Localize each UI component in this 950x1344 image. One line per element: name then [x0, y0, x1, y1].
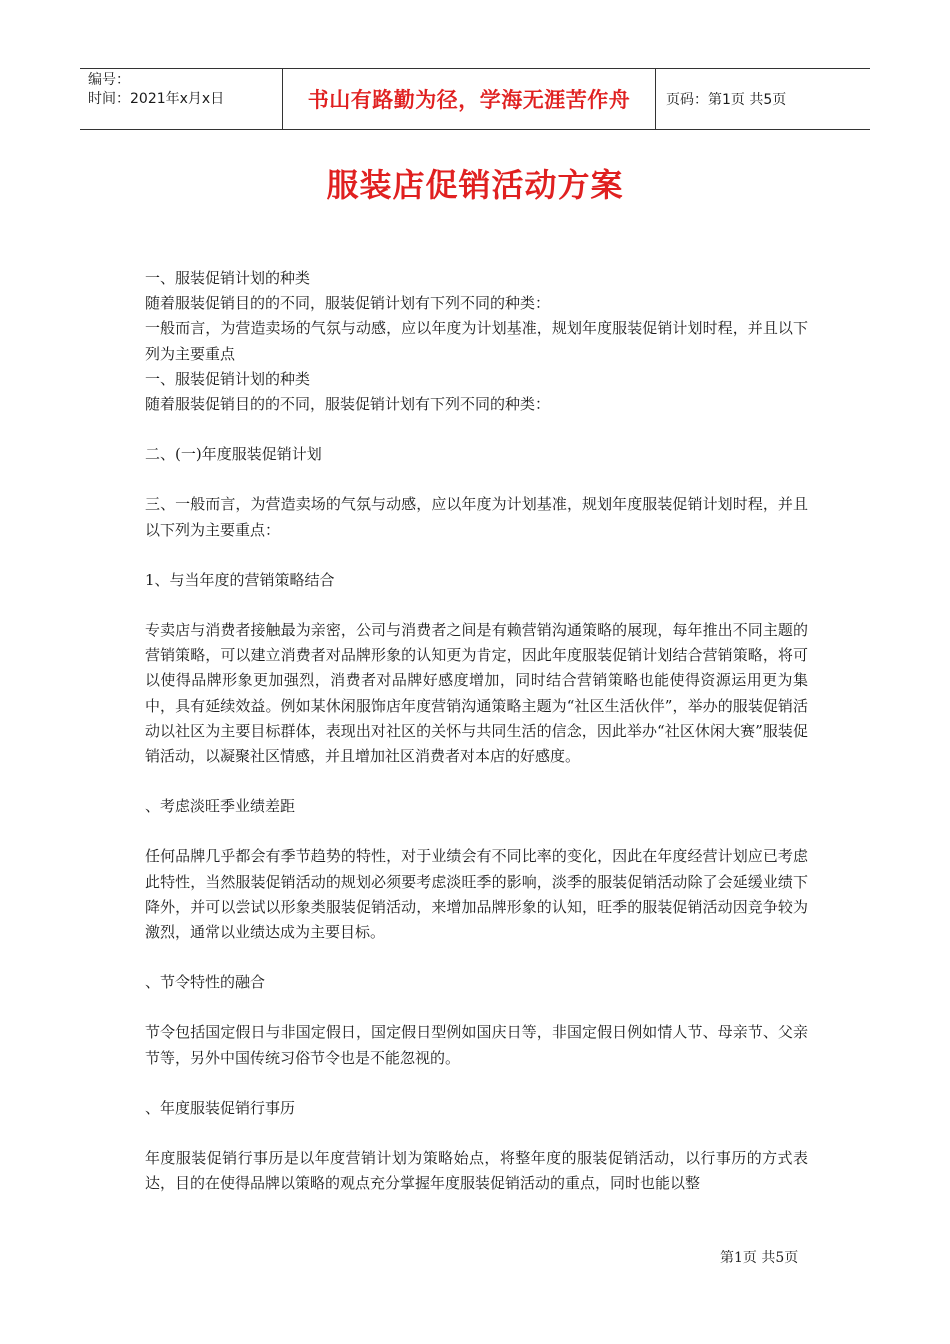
paragraph: 年度服装促销行事历是以年度营销计划为策略始点，将整年度的服装促销活动，以行事历的方式表达，目的在使得品牌以策略的观点充分掌握年度服装促销活动的重点，同时也能以整: [145, 1149, 808, 1193]
document-header: [80, 68, 870, 130]
paragraph: 专卖店与消费者接触最为亲密，公司与消费者之间是有赖营销沟通策略的展现，每年推出不同主题的营销策略，可以建立消费者对品牌形象的认知更为肯定，因此年度服装促销计划结合营销策略，将可以使得品牌形象更加强烈，消费者对品牌好感度增加，同时结合营销策略也能使得资源运用更为集中，具有延续效益。例如某休闲服饰店年度营销沟通策略主题为“社区生活伙伴”，举办的服装促销活动以社区为主要目标群体，表现出对社区的关怀与共同生活的信念，因此举办“社区休闲大赛”服装促销活动，以凝聚社区情感，并且增加社区消费者对本店的好感度。: [145, 621, 808, 766]
document-title: 服装店促销活动方案: [326, 166, 624, 204]
number-label: 编号：: [88, 72, 130, 88]
header-motto: 书山有路勤为径，学海无涯苦作舟: [282, 69, 656, 129]
paragraph: 随着服装促销目的的不同，服装促销计划有下列不同的种类：: [145, 294, 551, 313]
paragraph: 三、一般而言，为营造卖场的气氛与动感，应以年度为计划基准，规划年度服装促销计划时程，并且以下列为主要重点：: [145, 495, 808, 539]
section-heading: 二、(一)年度服装促销计划: [145, 445, 322, 464]
subsection-heading: 、节令特性的融合: [145, 973, 266, 992]
section-heading: 一、服装促销计划的种类: [145, 369, 311, 388]
paragraph: 节令包括国定假日与非国定假日，国定假日型例如国庆日等，非国定假日例如情人节、母亲节、父亲节等，另外中国传统习俗节令也是不能忽视的。: [145, 1023, 808, 1067]
paragraph: 随着服装促销目的的不同，服装促销计划有下列不同的种类：: [145, 395, 551, 414]
page-footer: 第1页 共5页: [720, 1250, 799, 1266]
section-heading: 一、服装促销计划的种类: [145, 269, 311, 287]
subsection-heading: 、考虑淡旺季业绩差距: [145, 797, 296, 816]
paragraph: 一般而言，为营造卖场的气氛与动感，应以年度为计划基准，规划年度服装促销计划时程，并且以下列为主要重点: [145, 319, 808, 363]
subsection-heading: 1、与当年度的营销策略结合: [145, 570, 335, 589]
header-page-info: 页码：第1页 共5页: [666, 92, 787, 108]
subsection-heading: 、年度服装促销行事历: [145, 1098, 296, 1117]
document-body: [145, 266, 808, 1196]
header-meta: [80, 69, 282, 129]
paragraph: 任何品牌几乎都会有季节趋势的特性，对于业绩会有不同比率的变化，因此在年度经营计划应已考虑此特性，当然服装促销活动的规划必须要考虑淡旺季的影响，淡季的服装促销活动除了会延缓业绩下降外，并可以尝试以形象类服装促销活动，来增加品牌形象的认知，旺季的服装促销活动因竞争较为激烈，通常以业绩达成为主要目标。: [145, 847, 808, 942]
time-label: 时间：2021年x月x日: [88, 91, 225, 107]
